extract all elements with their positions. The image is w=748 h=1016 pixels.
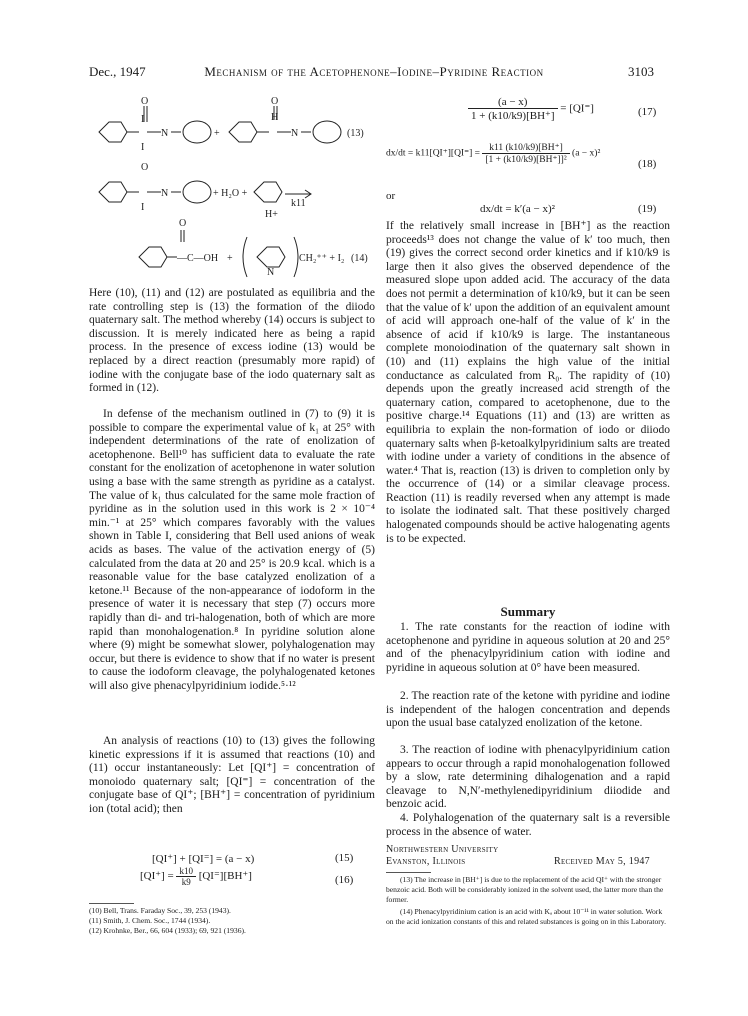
equation-17-number: (17) bbox=[638, 106, 657, 118]
eq14-number: (14) bbox=[351, 253, 368, 264]
equation-19-number: (19) bbox=[638, 203, 657, 215]
affiliation-university: Northwestern University bbox=[386, 844, 499, 855]
header-title: Mechanism of the Acetophenone–Iodine–Pyridine Reaction bbox=[204, 64, 544, 79]
equation-17 bbox=[468, 96, 594, 122]
footnote-11: (11) Smith, J. Chem. Soc., 1744 (1934). bbox=[89, 916, 211, 925]
word-or: or bbox=[386, 190, 396, 202]
left-paragraph-2: In defense of the mechanism outlined in (7) to (9) it is possible to compare the experimental value of k₁ at 25° with independent determinations of the rate of enolization of acetophenone. Bell¹⁰ has sufficient data to evaluate the rate constant for the enolization of acetophenone in water solution using a base with the same strength as pyridine as a catalyst. The value of k₁ thus calculated for the same mole fraction of pyridine as in the solution used in this work is 2 × 10⁻⁴ min.⁻¹ at 25° which compares favorably with the values shown in Table I, considering that Bell used anions of weak acids as bases. The value of the activation energy of (5) calculated from the data at 20 and 25° is 20.9 kcal. which is a reasonable value for the base catalyzed enolization of a ketone.¹¹ Because of the non-appearance of iodoform in the presence of water it is necessary that step (7) occurs more rapidly than di- and tri-halogenation, both of which are more rapid than monohalogenation.⁸ In pyridine solution alone where (9) might be somewhat slower, polyhalogenation may occur, but there is evidence to show that if no water is present to cause the iodoform cleavage, the polyhalogenated ketones will also give phenacylpyridinium iodide.⁵·¹² bbox=[89, 408, 375, 692]
eq17-den: 1 + (k10/k9)[BH⁺] bbox=[471, 110, 555, 122]
header-date: Dec., 1947 bbox=[89, 64, 146, 79]
left-paragraph-3: An analysis of reactions (10) to (13) gives the following kinetic expressions if it is assumed that reactions (10) and (11) occur instantaneously: Let [QI⁺] = concentration of monoiodo quaternary salt; [QI⁼] = concentration of the conjugate base of QI⁺; [BH⁺] = concentration of pyridinium ion (total acid); then bbox=[89, 735, 375, 815]
received-date: Received May 5, 1947 bbox=[554, 856, 650, 867]
equation-16-number: (16) bbox=[335, 874, 354, 886]
benzene-ring-4 bbox=[139, 247, 167, 267]
eq18-rhs: (a − x)² bbox=[572, 148, 601, 159]
summary-item-4: 4. Polyhalogenation of the quaternary salt is a reversible process in the absence of water. bbox=[386, 812, 670, 838]
pyridine-ring bbox=[254, 182, 282, 202]
eq16-den: k9 bbox=[181, 877, 191, 887]
o-label-1: O bbox=[141, 96, 149, 107]
summary-heading: Summary bbox=[500, 604, 556, 619]
pyridinium-ring-4 bbox=[257, 247, 285, 267]
right-paragraph-1: If the relatively small increase in [BH⁺] as the reaction proceeds¹³ does not change the value of k′ too much, then (19) gives the correct second order kinetics and if k10/k9 is large then it also gives the observed dependence of the measured slope upon added acid. The accuracy of the data does not permit a determination of k10/k9, but it can be seen that the value of k′ upon the addition of an equivalent amount of acid will approach one-half of the value of k′ in the absence of acid if k10/k9 is large. The instantaneous complete monoiodination of the quaternary salt shown in (10) and (11) explains the high value of the initial conductance as calculated from R₀. The rapidity of (10) depends upon the greatly increased acid strength of the quaternary cation, compared to acetophenone, due to the positive charge.¹⁴ Equations (11) and (13) are written as equilibria to explain the non-formation of iodo or diiodo quaternary salts when β-ketoalkylpyridinium salts are treated with iodine under a variety of conditions in the absence of water.⁴ That is, reaction (13) is driven to completion only by the occurrence of (14) or a similar cleavage process. Reaction (11) is readily reversed when any attempt is made to isolate the iodinated salt. That these positively charged halogenated compounds should be active halogenating agents is to be expected. bbox=[386, 220, 670, 545]
equation-18 bbox=[386, 142, 600, 165]
hplus-label: H+ bbox=[265, 209, 278, 220]
summary-item-3: 3. The reaction of iodine with phenacylpyridinium cation appears to occur through a rapid monohalogenation followed by a slow, rate determining dihalogenation and a rapid cleavage to N,N′-methylenedipyridinium diiodide and benzoic acid. bbox=[386, 744, 670, 811]
pyridinium-ring-2 bbox=[313, 121, 341, 143]
footnote-10: (10) Bell, Trans. Faraday Soc., 39, 253 (1943). bbox=[89, 906, 231, 915]
reaction-scheme-figure bbox=[89, 92, 375, 282]
n-label-2: N bbox=[291, 128, 299, 139]
benzene-ring-3 bbox=[99, 182, 127, 202]
eq16-fraction bbox=[176, 866, 196, 887]
left-paragraph-1: Here (10), (11) and (12) are postulated as equilibria and the rate controlling step is (13) the formation of the diiodo quaternary salt. The method whereby (14) occurs is subject to discussion. It is merely indicated here as being a rapid process. In the presence of excess iodine (13) would be replaced by a direct reaction (presumably more rapid) of iodine with the conjugate base of the iodo quaternary salt as formed in (12). bbox=[89, 287, 375, 395]
h-label: H bbox=[271, 112, 279, 123]
equation-15-number: (15) bbox=[335, 852, 354, 864]
running-header bbox=[0, 64, 748, 84]
eq16-lhs: [QI⁺] = bbox=[140, 870, 174, 883]
footnote-14: (14) Phenacylpyridinium cation is an acid with Kₐ about 10⁻¹¹ in water solution. Work on the acid ionization constants of this and related substances is going on in this Laboratory. bbox=[386, 907, 666, 926]
summary-item-2: 2. The reaction rate of the ketone with pyridine and iodine is independent of the halogen concentration and depends upon the usual base catalyzed enolization of the ketone. bbox=[386, 690, 670, 730]
eq17-rhs: = [QI⁼] bbox=[560, 102, 594, 115]
equation-18-number: (18) bbox=[638, 158, 657, 170]
eq13-number: (13) bbox=[347, 128, 364, 139]
i-label-1: I bbox=[141, 114, 145, 125]
eq16-num: k10 bbox=[176, 866, 196, 877]
left-paren bbox=[243, 237, 247, 277]
eq18-lhs: dx/dt = k11[QI⁺][QI⁼] = bbox=[386, 148, 480, 159]
equation-16 bbox=[140, 866, 252, 887]
k11-label: k11 bbox=[291, 198, 306, 209]
oh-label: —C—OH bbox=[177, 253, 219, 264]
o-label-2: O bbox=[271, 96, 279, 107]
footnote-13: (13) The increase in [BH⁺] is due to the replacement of the acid QI⁺ with the stronger benzoic acid. Both will be considerably ionized in the solvent used, the latter more than the former. bbox=[386, 875, 664, 904]
n-label-1: N bbox=[161, 128, 169, 139]
n-label-4: N bbox=[267, 267, 275, 278]
footnote-rule-right bbox=[386, 872, 431, 873]
plus-2: + bbox=[227, 253, 233, 264]
o-label-3: O bbox=[141, 162, 149, 173]
ch2-label: CH₂⁺⁺ + I₂ bbox=[299, 253, 345, 264]
eq17-fraction bbox=[468, 96, 558, 122]
o-label-4: O bbox=[179, 218, 187, 229]
h2o-label: + H₂O + bbox=[213, 188, 248, 199]
i-label-2: I bbox=[141, 142, 145, 153]
header-page-number: 3103 bbox=[628, 64, 654, 79]
benzene-ring-1 bbox=[99, 122, 127, 142]
eq17-num: (a − x) bbox=[468, 96, 558, 109]
plus-1: + bbox=[214, 128, 220, 139]
pyridinium-ring-3 bbox=[183, 181, 211, 203]
benzene-ring-2 bbox=[229, 122, 257, 142]
right-paren bbox=[294, 237, 298, 277]
pyridinium-ring-1 bbox=[183, 121, 211, 143]
summary-item-1: 1. The rate constants for the reaction of iodine with acetophenone and pyridine in aqueous solution at 20 and 25° and of the phenacylpyridinium cation with iodine and pyridine in aqueous solution at 0° have been measured. bbox=[386, 621, 670, 674]
eq18-num: k11 (k10/k9)[BH⁺] bbox=[482, 142, 569, 154]
equation-19: dx/dt = k′(a − x)² bbox=[480, 203, 555, 215]
affiliation-city: Evanston, Illinois bbox=[386, 856, 466, 867]
eq16-rhs: [QI⁼][BH⁺] bbox=[198, 870, 252, 883]
eq18-den: [1 + (k10/k9)[BH⁺]]² bbox=[485, 155, 567, 165]
i-label-3: I bbox=[141, 202, 145, 213]
n-label-3: N bbox=[161, 188, 169, 199]
footnote-12: (12) Krohnke, Ber., 66, 604 (1933); 69, 921 (1936). bbox=[89, 926, 246, 935]
eq18-fraction bbox=[482, 142, 569, 165]
footnote-rule-left bbox=[89, 903, 134, 904]
equation-15: [QI⁺] + [QI⁼] = (a − x) bbox=[152, 853, 255, 865]
